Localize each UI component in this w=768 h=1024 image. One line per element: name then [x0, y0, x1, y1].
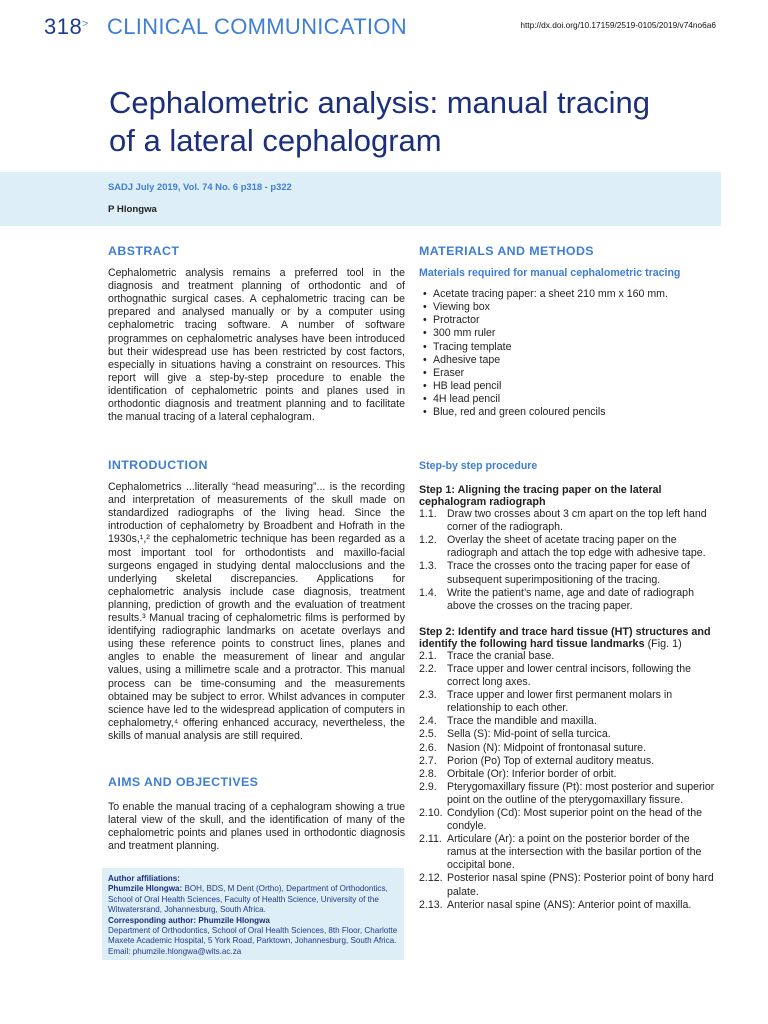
item-text: Write the patient’s name, age and date of radiograph above the crosses on the tracing paper. — [447, 586, 694, 612]
list-item — [419, 587, 715, 613]
aims-text: To enable the manual tracing of a cephalogram showing a true lateral view of the skull, and the identification of many of the cephalometric points and planes used in orthodontic diagnosis and treatment planning. — [108, 801, 405, 853]
item-number: 2.10. — [419, 806, 443, 819]
materials-list — [419, 288, 715, 419]
affiliation-author-details: BOH, BDS, M Dent (Ortho), Department of Orthodontics, School of Oral Health Sciences, Faculty of Health Science, University of the Witwatersrand, Johannesburg, South Africa. — [108, 884, 388, 915]
item-number: 2.13. — [419, 898, 443, 911]
item-number: 1.3. — [419, 560, 437, 573]
item-text: Trace upper and lower first permanent molars in relationship to each other. — [447, 689, 673, 715]
author-affiliations-box — [102, 868, 404, 960]
item-text: Condylion (Cd): Most superior point on the head of the condyle. — [447, 806, 702, 833]
item-number: 2.12. — [419, 872, 443, 885]
doi-link[interactable]: http://dx.doi.org/10.17159/2519-0105/2019/v74no6a6 — [520, 20, 716, 30]
list-item — [419, 833, 715, 872]
introduction-section — [108, 459, 405, 743]
item-text: Trace the cranial base. — [447, 649, 555, 662]
corresponding-author-heading: Corresponding author: Phumzile Hlongwa — [108, 915, 270, 925]
step2-heading — [419, 626, 715, 650]
item-number: 2.7. — [419, 754, 437, 767]
list-item: • 4H lead pencil — [419, 393, 715, 406]
step1-list — [419, 508, 715, 613]
list-item: • Adhesive tape — [419, 354, 715, 367]
procedure-section — [419, 460, 715, 912]
list-item — [419, 663, 715, 689]
step2-heading-text: Step 2: Identify and trace hard tissue (HT) structures and identify the following hard tissue landmarks — [419, 625, 711, 650]
list-item: • Eraser — [419, 367, 715, 380]
list-item: • Protractor — [419, 314, 715, 327]
list-item — [419, 534, 715, 560]
item-text: Porion (Po) Top of external auditory meatus. — [447, 754, 655, 767]
item-number: 2.5. — [419, 728, 437, 741]
item-text: Sella (S): Mid-point of sella turcica. — [447, 728, 611, 741]
item-number: 2.6. — [419, 741, 437, 754]
affiliations-heading: Author affiliations: — [108, 874, 180, 883]
list-item — [419, 715, 715, 728]
step2-list — [419, 650, 715, 912]
list-item: • Blue, red and green coloured pencils — [419, 406, 715, 419]
list-item — [419, 650, 715, 663]
list-item — [419, 899, 715, 912]
item-number: 2.3. — [419, 689, 437, 702]
list-item — [419, 781, 715, 807]
procedure-heading: Step-by step procedure — [419, 460, 538, 472]
item-text: Nasion (N): Midpoint of frontonasal suture. — [447, 741, 647, 754]
affiliations-text — [108, 884, 398, 915]
list-item: • Acetate tracing paper: a sheet 210 mm x 160 mm. — [419, 288, 715, 301]
item-text: Anterior nasal spine (ANS): Anterior point of maxilla. — [447, 898, 692, 911]
list-item — [419, 560, 715, 586]
item-number: 2.1. — [419, 649, 437, 662]
aims-heading: AIMS AND OBJECTIVES — [108, 775, 259, 789]
aims-section — [108, 776, 405, 853]
section-label: CLINICAL COMMUNICATION — [107, 14, 407, 39]
step2-figure-ref: (Fig. 1) — [644, 637, 682, 650]
item-text: Articulare (Ar): a point on the posterior border of the ramus at the intersection with the basilar portion of the occipital bone. — [447, 833, 702, 872]
item-text: Pterygomaxillary fissure (Pt): most posterior and superior point on the outline of the pterygomaxillary fissure. — [447, 780, 715, 806]
page-number: 318 — [44, 14, 83, 39]
item-text: Orbitale (Or): Inferior border of orbit. — [447, 767, 617, 780]
item-text: Draw two crosses about 3 cm apart on the top left hand corner of the radiograph. — [447, 508, 707, 534]
article-title: Cephalometric analysis: manual tracing of a lateral cephalogram — [109, 85, 651, 158]
running-header — [44, 14, 716, 48]
abstract-section — [108, 245, 405, 424]
introduction-heading: INTRODUCTION — [108, 458, 208, 472]
abstract-heading: ABSTRACT — [108, 244, 180, 258]
item-number: 2.9. — [419, 780, 437, 793]
list-item: • Viewing box — [419, 301, 715, 314]
list-item: • HB lead pencil — [419, 380, 715, 393]
item-number: 1.1. — [419, 508, 437, 521]
item-text: Posterior nasal spine (PNS): Posterior point of bony hard palate. — [447, 872, 714, 898]
list-item: • 300 mm ruler — [419, 327, 715, 340]
affiliation-author-name: Phumzile Hlongwa: — [108, 884, 183, 894]
list-item — [419, 742, 715, 755]
item-text: Overlay the sheet of acetate tracing paper on the radiograph and attach the top edge with adhesive tape. — [447, 534, 706, 560]
list-item — [419, 728, 715, 741]
step1-heading: Step 1: Aligning the tracing paper on the lateral cephalogram radiograph — [419, 484, 662, 509]
introduction-text: Cephalometrics ...literally “head measuring”... is the recording and interpretation of measurements of the skull made on standardized radiographs of the living head. Since the introduction of cephalometry by Broadbent and Hofrath in the 1930s,¹,² the cephalometric technique has been regarded as a most important tool for orthodontists and maxillo-facial surgeons engaged in studying dental malocclusions and the underlying skeletal discrepancies. Applications for cephalometric analysis include case diagnosis, treatment planning, prediction of growth and the evaluation of treatment results.³ Manual tracing of cephalometric films is performed by identifying radiographic landmarks on acetate overlays and using these reference points to construct lines, planes and angles to enable the measurement of linear and angular values, using a millimetre scale and a protractor. This manual process can be time-consuming and the measurements obtained may be subject to error. Whilst advances in computer science have led to the widespread application of computers in cephalometry,⁴ offering enhanced accuracy, nevertheless, the skills of manual analysis are still required. — [108, 481, 405, 742]
list-item — [419, 872, 715, 898]
author-name: P Hlongwa — [108, 204, 157, 215]
abstract-text: Cephalometric analysis remains a preferred tool in the diagnosis and treatment planning of orthodontic and of orthognathic surgical cases. A cephalometric tracing can be prepared and analysed manually or by a computer using cephalometric tracing software. A number of software programmes on cephalometric analyses have been introduced but their widespread use has been restricted by cost factors, especially in situations having a constraint on resources. This report will give a step-by-step procedure to enable the identification of cephalometric points and planes used in orthodontic diagnosis and treatment planning and to facilitate the manual tracing of a lateral cephalogram. — [108, 267, 405, 424]
item-number: 2.4. — [419, 715, 437, 728]
item-number: 2.11. — [419, 833, 442, 846]
item-text: Trace upper and lower central incisors, following the correct long axes. — [447, 662, 691, 689]
chevron-icon: > — [82, 18, 89, 30]
journal-reference: SADJ July 2019, Vol. 74 No. 6 p318 - p322 — [108, 181, 292, 192]
corresponding-author-text: Department of Orthodontics, School of Oral Health Sciences, 8th Floor, Charlotte Maxete Academic Hospital, 5 York Road, Parktown, Johannesburg, South Africa. Email: phumzile.hlongwa@wits.ac.za — [108, 926, 398, 956]
materials-section — [419, 245, 715, 419]
item-number: 2.2. — [419, 662, 437, 675]
item-text: Trace the mandible and maxilla. — [447, 715, 597, 728]
item-number: 1.2. — [419, 534, 437, 547]
item-number: 2.8. — [419, 767, 437, 780]
list-item: • Tracing template — [419, 341, 715, 354]
item-number: 1.4. — [419, 586, 437, 599]
materials-subheading: Materials required for manual cephalometric tracing — [419, 267, 681, 280]
materials-heading: MATERIALS AND METHODS — [419, 244, 594, 258]
item-text: Trace the crosses onto the tracing paper for ease of subsequent superimpositioning of the tracing. — [447, 560, 690, 586]
list-item — [419, 768, 715, 781]
list-item — [419, 755, 715, 768]
list-item — [419, 508, 715, 534]
list-item — [419, 689, 715, 715]
list-item — [419, 807, 715, 833]
